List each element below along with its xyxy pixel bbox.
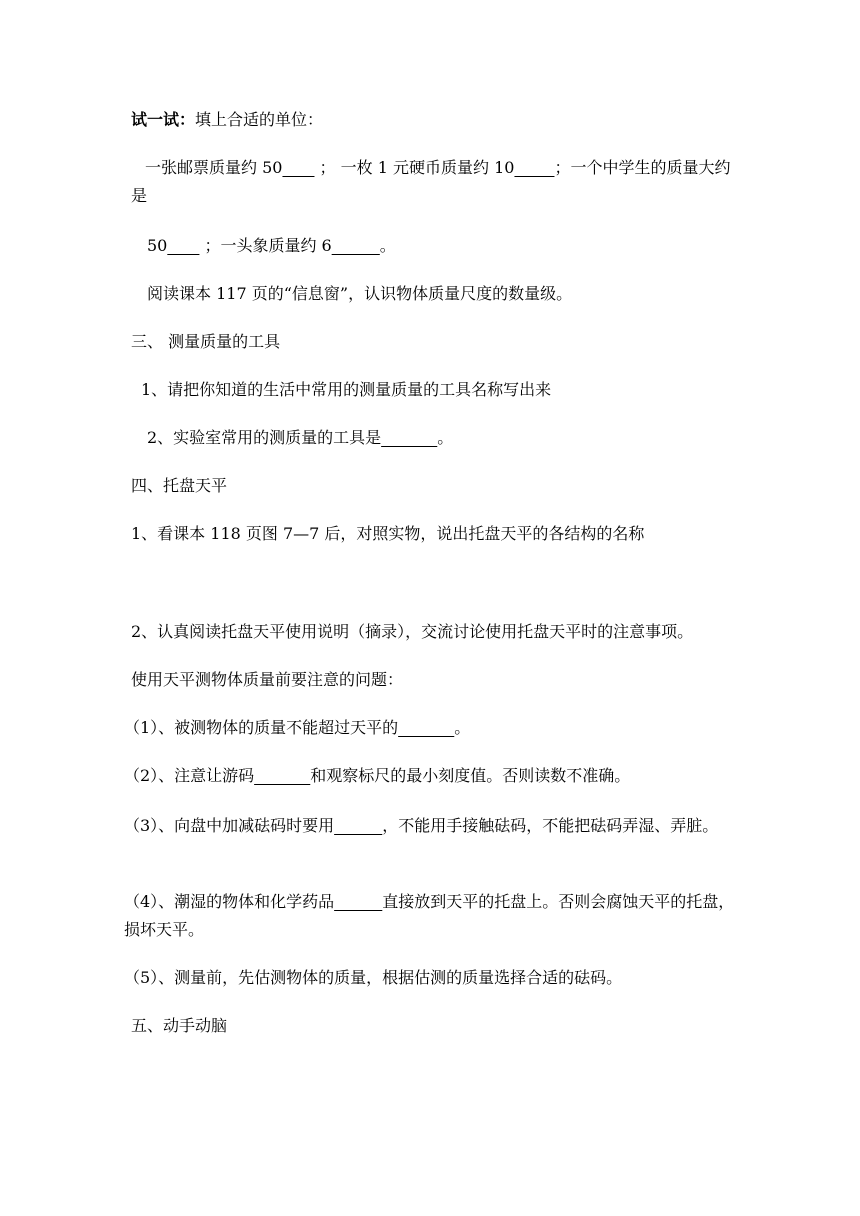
answer-blank: ______ (334, 892, 383, 911)
stamp-unit-blank: ____ (282, 158, 315, 177)
section-3-question-1: 1、请把你知道的生活中常用的测量质量的工具名称写出来 (141, 380, 552, 399)
period: 。 (437, 428, 454, 447)
note-item-2 (124, 764, 630, 788)
item-text: （1）、被测物体的质量不能超过天平的 (124, 718, 399, 737)
reading-note: 阅读课本 117 页的“信息窗”，认识物体质量尺度的数量级。 (147, 284, 573, 303)
stamp-mass-text: 一张邮票质量约 50 (145, 158, 283, 177)
answer-blank: ______ (334, 816, 383, 835)
answer-blank: _______ (381, 428, 438, 447)
section-4-title: 四、托盘天平 (131, 476, 228, 495)
student-unit-blank: ____ (167, 236, 200, 255)
section-3-question-2 (147, 426, 453, 450)
note-item-1 (124, 716, 470, 740)
period: 。 (379, 236, 396, 255)
item-text-end: 和观察标尺的最小刻度值。否则读数不准确。 (310, 766, 631, 785)
try-it-text: 填上合适的单位： (195, 110, 324, 129)
coin-unit-blank: _____ (514, 158, 555, 177)
item-text-end: 。 (454, 718, 471, 737)
section-4-question-2: 2、认真阅读托盘天平使用说明（摘录），交流讨论使用托盘天平时的注意事项。 (131, 622, 694, 641)
item-text-end: ，不能用手接触砝码，不能把砝码弄湿、弄脏。 (382, 816, 719, 835)
elephant-unit-blank: ______ (331, 236, 380, 255)
item-text: （4）、潮湿的物体和化学药品 (124, 892, 335, 911)
question-text: 2、实验室常用的测质量的工具是 (147, 428, 382, 447)
units-question (131, 154, 741, 210)
section-4-question-1: 1、看课本 118 页图 7—7 后，对照实物，说出托盘天平的各结构的名称 (131, 524, 645, 543)
item-text: （3）、向盘中加减砝码时要用 (124, 816, 335, 835)
note-item-4 (124, 888, 738, 944)
section-4-intro: 使用天平测物体质量前要注意的问题： (131, 670, 404, 689)
elephant-mass-text: ；一头象质量约 6 (199, 236, 332, 255)
item-text-end: 直接放到天平的托盘上。否则会腐蚀天平的托盘，损坏天平。 (124, 892, 735, 939)
student-mass-text: ；一个中学生的质量大约是 (131, 158, 731, 205)
student-mass-value: 50 (147, 236, 168, 255)
units-question-cont (147, 234, 396, 258)
try-it-line (131, 108, 323, 132)
coin-mass-text: ； 一枚 1 元硬币质量约 10 (314, 158, 515, 177)
section-3-title: 三、 测量质量的工具 (131, 332, 281, 351)
item-text: （2）、注意让游码 (124, 766, 255, 785)
note-item-3 (124, 812, 738, 840)
answer-blank: _______ (398, 718, 455, 737)
note-item-5: （5）、测量前，先估测物体的质量，根据估测的质量选择合适的砝码。 (124, 968, 623, 987)
try-it-label: 试一试： (131, 110, 196, 129)
answer-blank: _______ (254, 766, 311, 785)
section-5-title: 五、动手动脑 (131, 1016, 228, 1035)
